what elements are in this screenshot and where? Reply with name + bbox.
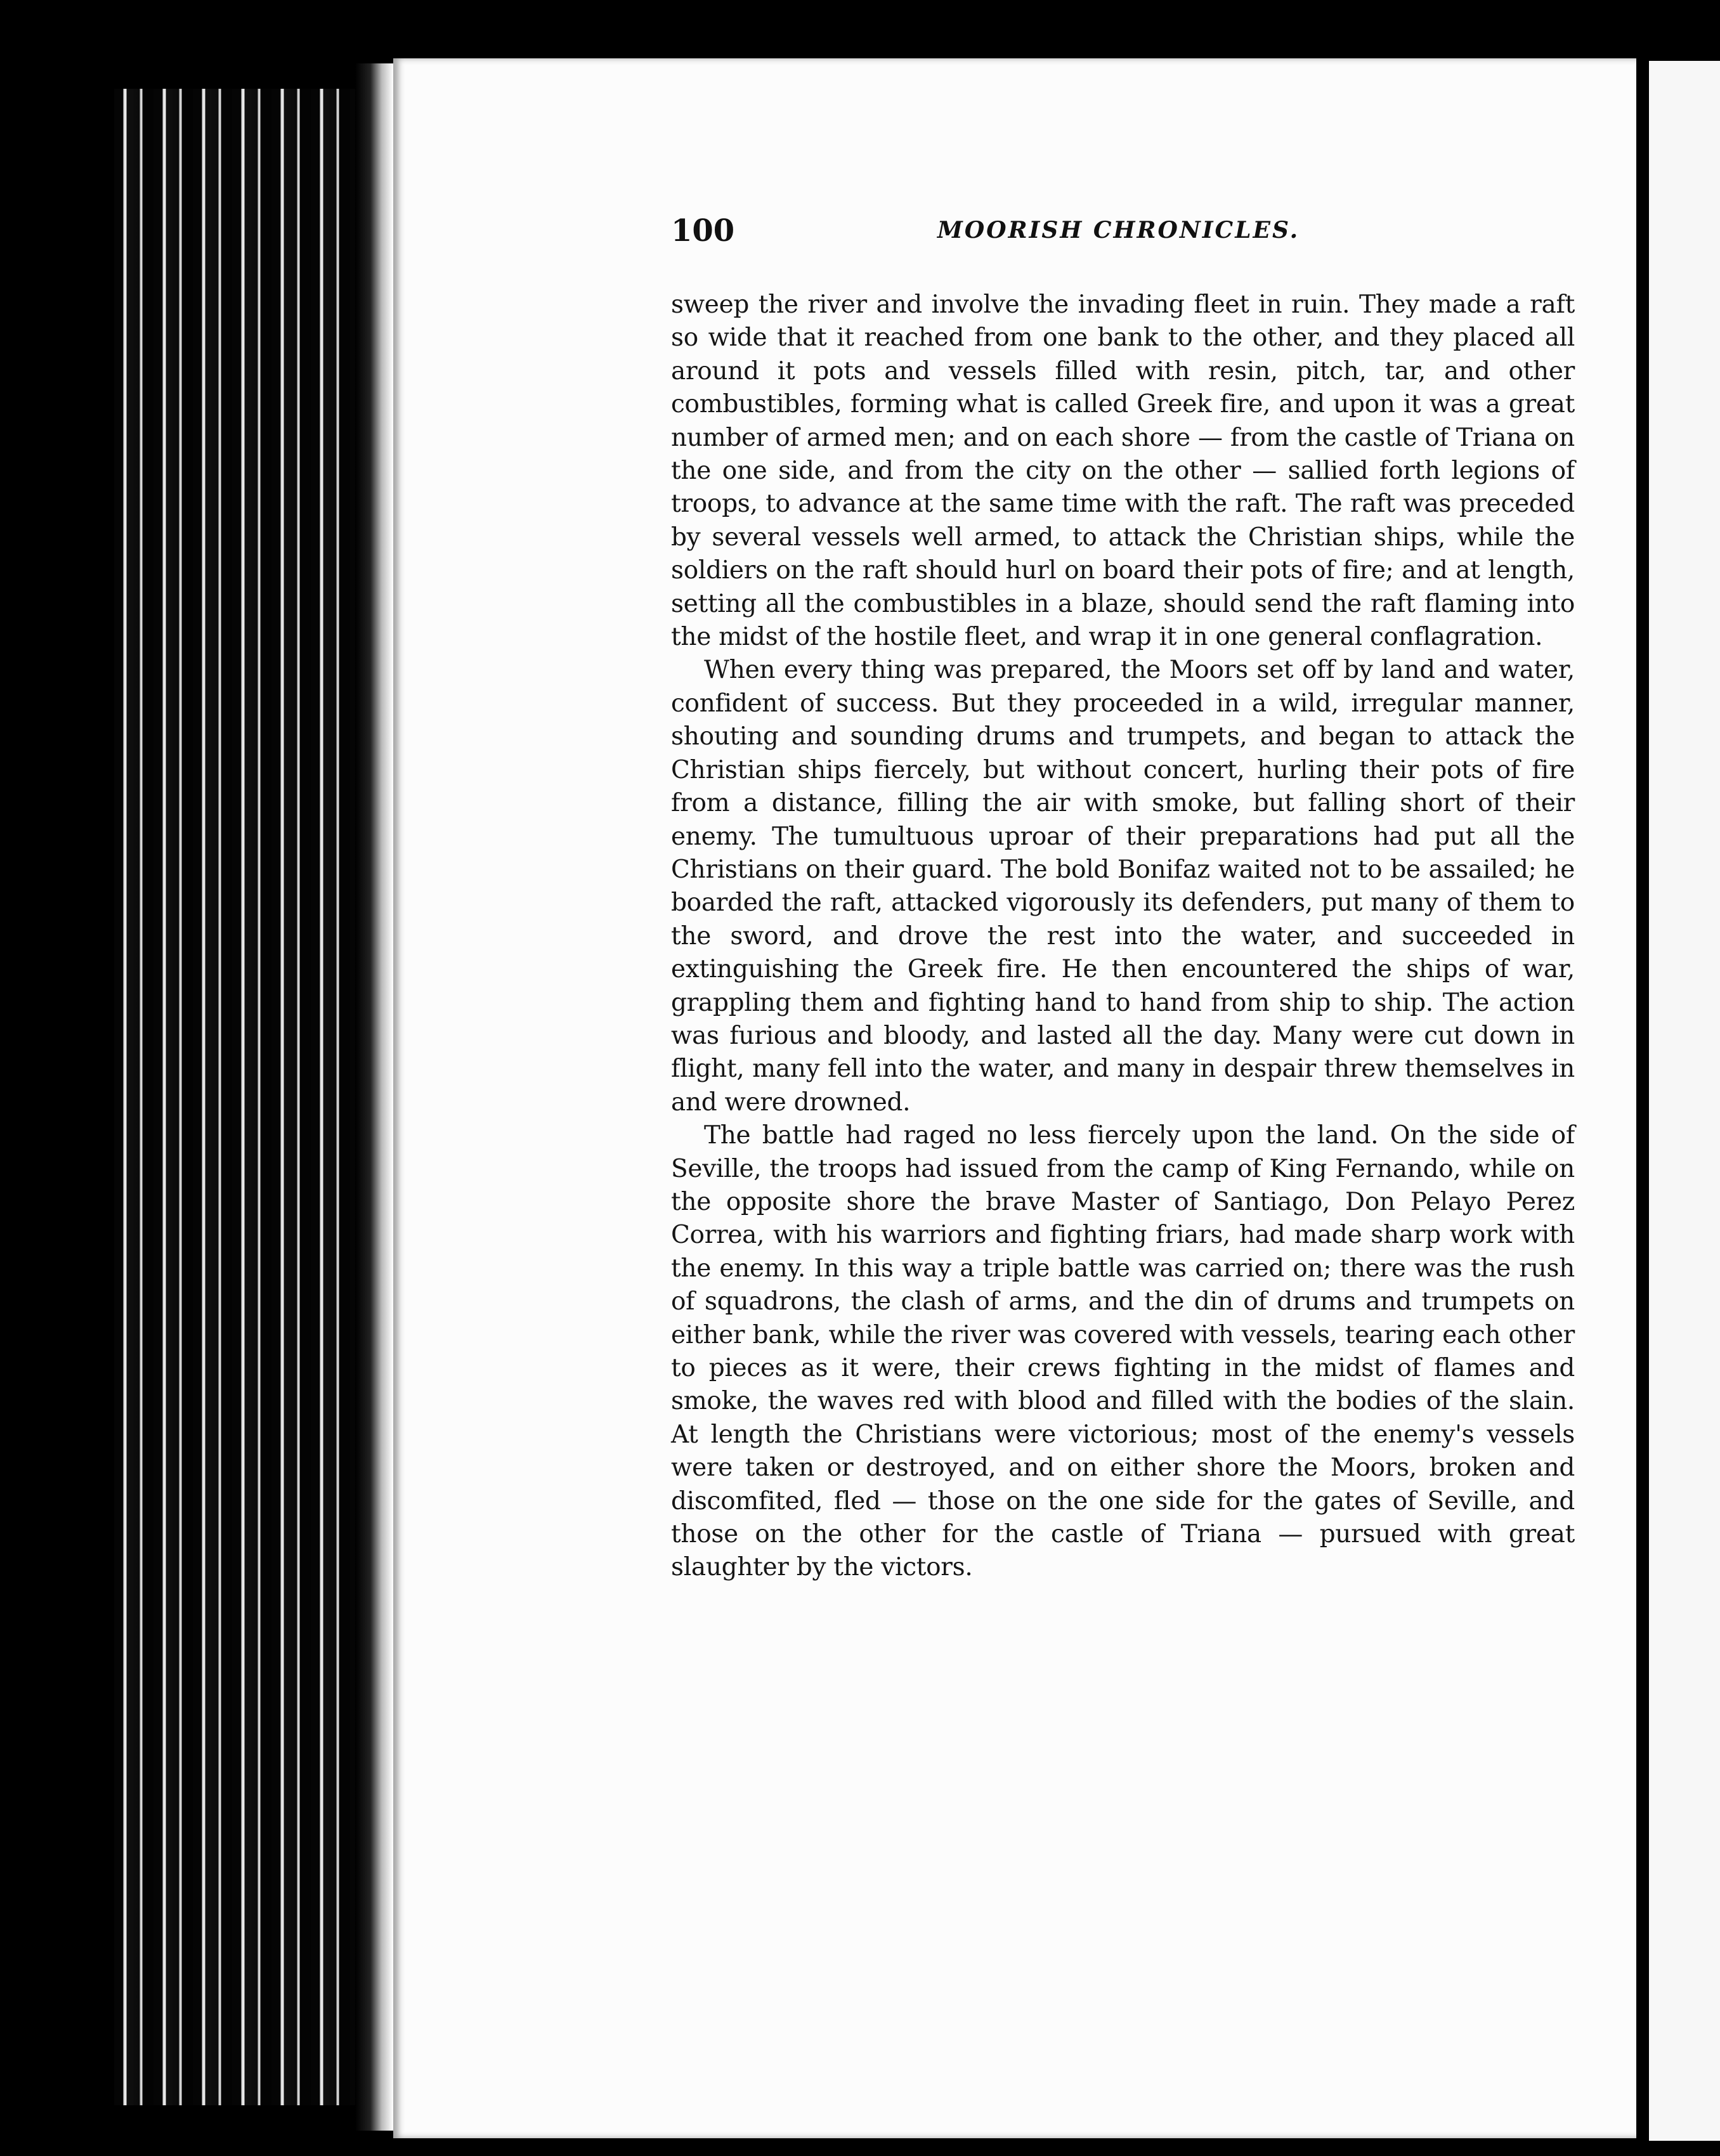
paragraph-3: The battle had raged no less fiercely upon the land. On the side of Seville, the troops had issued from the camp of King Fernando, while on the opposite shore the brave Master of Santiago, Don Pelayo Perez Correa, with his warriors and fighting friars, had made sharp work with the enemy. In this way a triple battle was carried on; there was the rush of squadrons, the clash of arms, and the din of drums and trumpets on either bank, while the river was covered with vessels, tearing each other to pieces as it were, their crews fighting in the midst of flames and smoke, the waves red with blood and filled with the bodies of the slain. At length the Christians were victorious; most of the enemy's vessels were taken or destroyed, and on either shore the Moors, broken and discomfited, fled — those on the one side for the gates of Seville, and those on the other for the castle of Triana — pursued with great slaughter by the victors. (671, 1121, 1575, 1582)
page-number: 100 (671, 213, 735, 249)
page-gutter (1636, 63, 1649, 2137)
paragraph-1: sweep the river and involve the invading fleet in ruin. They made a raft so wide that it reached from one bank to the other, and they placed all around it pots and vessels filled with resin, pitch, tar, and other combustibles, forming what is called Greek fire, and upon it was a great number of armed men; and on each shore — from the castle of Triana on the one side, and from the city on the other — sallied forth legions of troops, to advance at the same time with the raft. The raft was preceded by several vessels well armed, to attack the Christian ships, while the soldiers on the raft should hurl on board their pots of fire; and at length, setting all the combustibles in a blaze, should send the raft flaming into the midst of the hostile fleet, and wrap it in one general conflagration. (671, 290, 1575, 652)
running-title: MOORISH CHRONICLES. (937, 217, 1300, 244)
book-spine-shadow (355, 63, 393, 2131)
facing-page-edge (1649, 61, 1720, 2141)
book-page-edges (114, 89, 381, 2105)
paragraph-2: When every thing was prepared, the Moors set off by land and water, confident of success. But they proceeded in a wild, irregular manner, shouting and sounding drums and trumpets, and began to attack the Christian ships fiercely, but without concert, hurling their pots of fire from a distance, filling the air with smoke, but falling short of their enemy. The tumultuous uproar of their preparations had put all the Christians on their guard. The bold Bonifaz waited not to be assailed; he boarded the raft, attacked vigorously its defenders, put many of them to the sword, and drove the rest into the water, and succeeded in extinguishing the Greek fire. He then encountered the ships of war, grappling them and fighting hand to hand from ship to ship. The action was furious and bloody, and lasted all the day. Many were cut down in flight, many fell into the water, and many in despair threw themselves in and were drowned. (671, 656, 1575, 1117)
body-text (671, 289, 1575, 1585)
page-header (671, 213, 1324, 257)
